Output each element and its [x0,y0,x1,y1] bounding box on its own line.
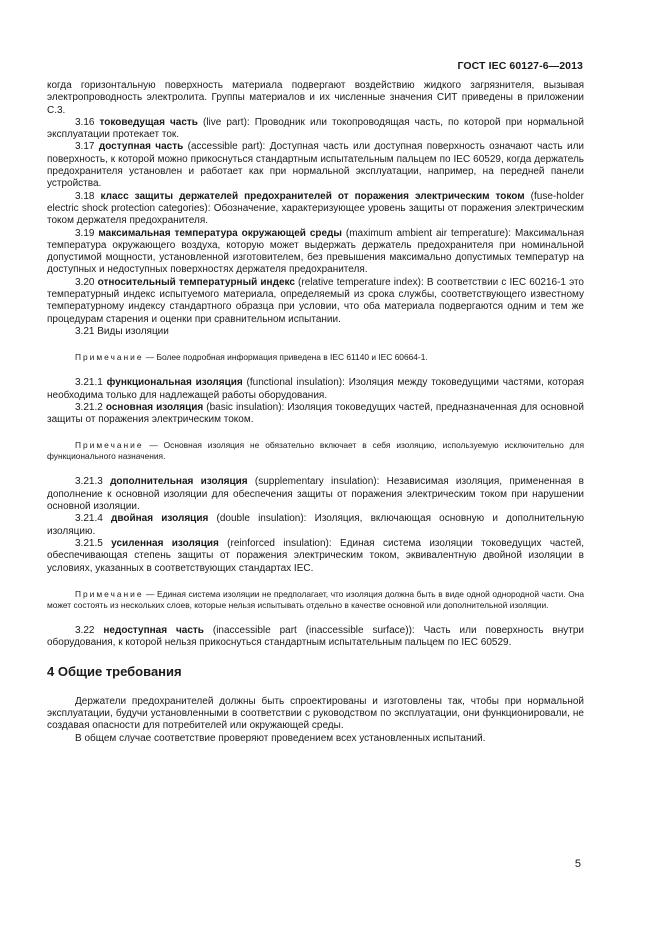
section-heading: 4 Общие требования [47,664,182,680]
term: усиленная изоляция [111,537,219,549]
term: дополнительная изоляция [110,476,248,488]
clause-3-18: 3.18 класс защиты держателей предохранителей от поражения электрическим током (fuse-holder electric shock protection categories): Обозначение, характеризующее уровень защиты от поражения электрическим током держателя предохранителя. [47,190,585,227]
clause-3-17: 3.17 доступная часть (accessible part): Доступная часть или доступная поверхность означают часть или поверхность, к которой можно прикоснуться стандартным испытательным пальцем по IEC 60529, когда держатель предохранителя установлен и работает как при нормальной эксплуатации, например, на передней панели устройства. [47,141,584,190]
term: двойная изоляция [111,513,209,525]
term: класс защиты держателей предохранителей от поражения электрическим током [100,190,525,202]
document-header: ГОСТ IEC 60127-6—2013 [457,60,583,72]
page-number: 5 [574,858,581,870]
term: токоведущая часть [99,116,198,128]
term: максимальная температура окружающей среды [98,227,342,239]
document-body [47,80,584,745]
clause-3-20: 3.20 относительный температурный индекс (relative temperature index): В соответствии с IEC 60216-1 это температурный индекс испытуемого материала, определяемый из срока службы, соответствующего известному температурному индексу стандартного образца при условии, что оба материала подвергаются одним и тем же процедурам старения и оценки при сравнительном испытании. [47,276,584,325]
clause-3-16: 3.16 токоведущая часть (live part): Проводник или токопроводящая часть, по которой при нормальной эксплуатации протекает ток. [47,116,585,141]
clause-3-21-3: 3.21.3 дополнительная изоляция (supplementary insulation): Независимая изоляция, примененная в дополнение к основной изоляции для обеспечения защиты от поражения электрическим током при нарушении основной изоляции. [47,476,584,513]
clause-3-21: 3.21 Виды изоляции [75,325,169,337]
section-4-paragraph-2: В общем случае соответствие проверяют проведением всех установленных испытаний. [75,732,486,744]
clause-3-21-1: 3.21.1 функциональная изоляция (functional insulation): Изоляция между токоведущими частями, которая необходима только для надлежащей работы оборудования. [47,377,584,401]
term: функциональная изоляция [106,377,243,389]
note-3: Примечание — Единая система изоляции не предполагает, что изоляция должна быть в виде одной однородной части. Она может состоять из нескольких слоев, которые нельзя испытывать отдельно в качестве основной или дополнительной изоляции. [47,588,584,610]
clause-3-21-2: 3.21.2 основная изоляция (basic insulation): Изоляция токоведущих частей, предназначенная для основной защиты от поражения электрическим током. [47,401,584,426]
term: относительный температурный индекс [97,276,295,288]
term: недоступная часть [103,624,204,636]
term: доступная часть [98,141,184,153]
clause-3-19: 3.19 максимальная температура окружающей среды (maximum ambient air temperature): Максимальная температура окружающего воздуха, которую может выдержать держатель предохранителя при номинальной допустимой мощности, установленной изготовителем, без превышения максимально допустимых температур на доступных и недоступных поверхностях держателя предохранителя. [47,227,585,276]
section-4-paragraph-1: Держатели предохранителей должны быть спроектированы и изготовлены так, чтобы при нормальной эксплуатации, будучи установленными в соответствии с руководством по эксплуатации, они функционировали, не создавая опасности для потребителей или окружающей среды. [47,695,584,732]
clause-3-21-4: 3.21.4 двойная изоляция (double insulation): Изоляция, включающая основную и дополнительную изоляцию. [47,513,585,537]
paragraph-continuation: когда горизонтальную поверхность материала подвергают воздействию жидкого загрязнителя, вызывая электропроводность электролита. Группы материалов и их численные значения СИТ приведены в приложении С.3. [47,80,584,116]
clause-3-21-5: 3.21.5 усиленная изоляция (reinforced insulation): Единая система изоляции токоведущих частей, обеспечивающая степень защиты от поражения электрическим током, эквивалентную двойной изоляции в условиях, указанных в соответствующих стандартах IEC. [47,537,584,574]
clause-3-22: 3.22 недоступная часть (inaccessible part (inaccessible surface)): Часть или поверхность внутри оборудования, к которой нельзя прикоснуться стандартным испытательным пальцем по IEC 60529. [47,624,584,649]
note-1: Примечание — Более подробная информация приведена в IEC 61140 и IEC 60664-1. [75,352,428,363]
term: основная изоляция [105,401,204,413]
note-2: Примечание — Основная изоляция не обязательно включает в себя изоляцию, используемую исключительно для функционального назначения. [47,440,584,462]
